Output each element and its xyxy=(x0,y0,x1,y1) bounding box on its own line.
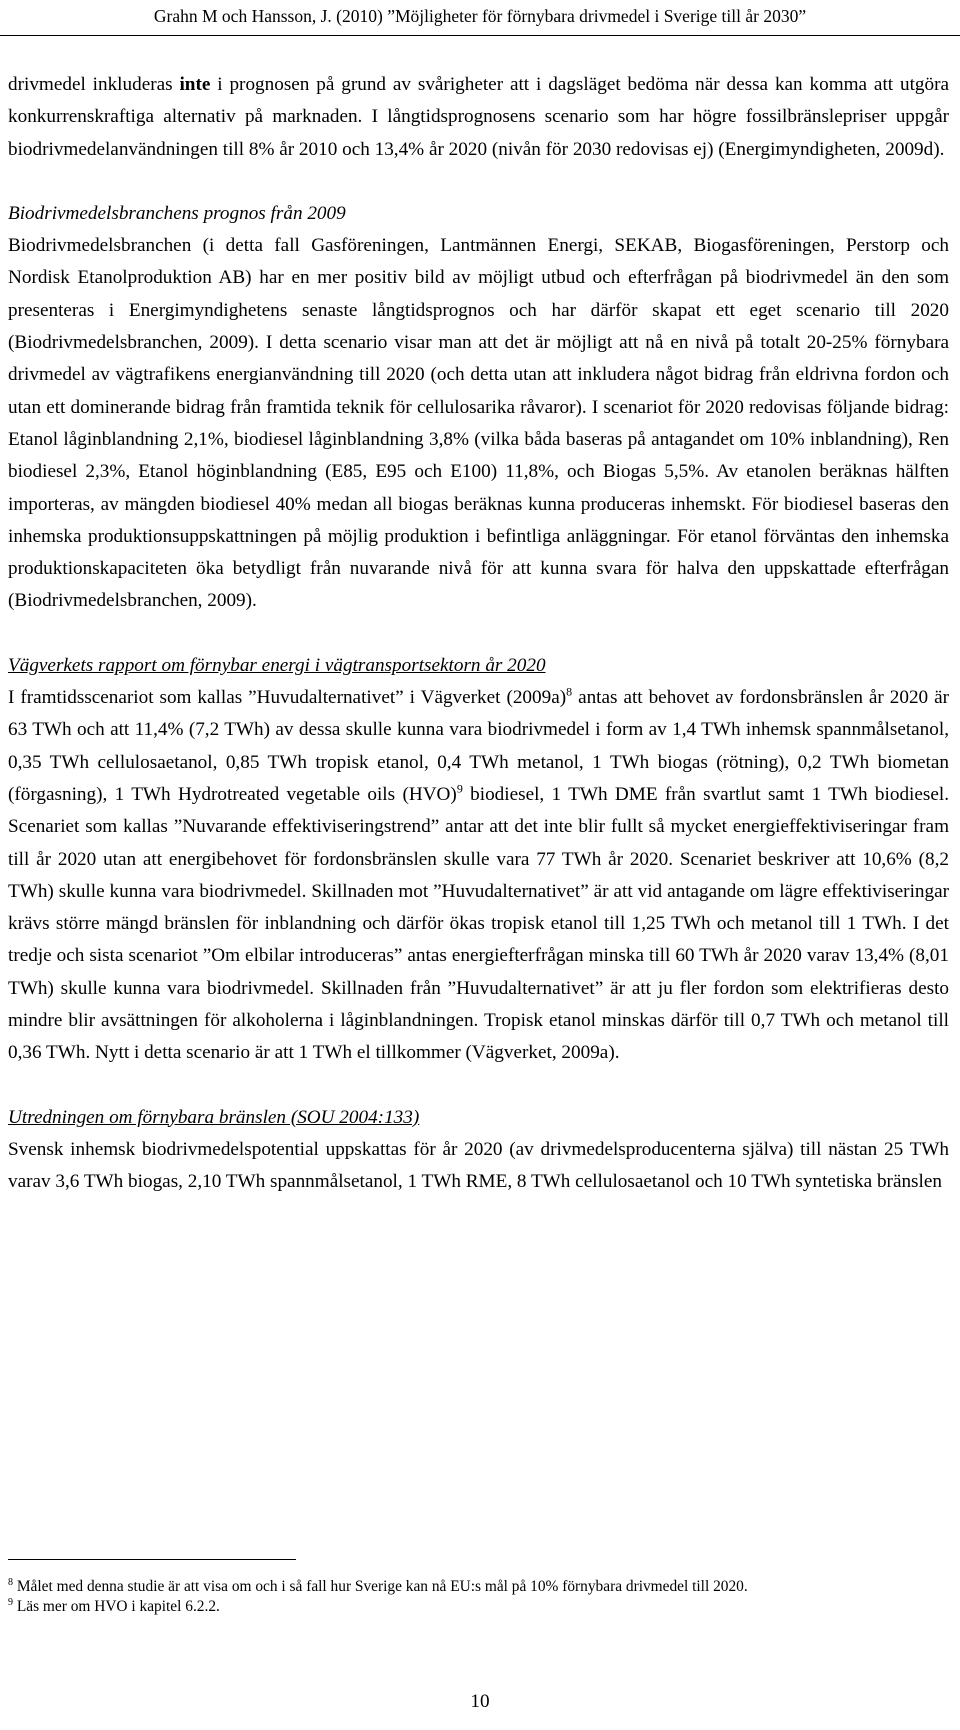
section-body-sou: Svensk inhemsk biodrivmedelspotential uppskattas för år 2020 (av drivmedelsproducenterna själva) till nästan 25 TWh varav 3,6 TWh biogas, 2,10 TWh spannmålsetanol, 1 TWh RME, 8 TWh cellulosaetanol och 10 TWh syntetiska bränslen xyxy=(8,1138,949,1193)
vagverket-text-part3: biodiesel, 1 TWh DME från svartlut samt 1 TWh biodiesel. Scenariet som kallas ”Nuvarande effektiviseringstrend” antar att det inte blir fullt så mycket energieffektiviseringar fram till år 2020 utan att energibehovet för fordonsbränslen skulle vara 77 TWh år 2020. Scenariet beskriver att 10,6% (8,2 TWh) skulle kunna vara biodrivmedel. Skillnaden mot ”Huvudalternativet” är att vid antagande om lägre effektiviseringar krävs större mängd bränslen för inblandning och därför ökas tropisk etanol till 1,25 TWh och metanol till 1 TWh. I det tredje och sista scenariot ”Om elbilar introduceras” antas energiefterfrågan minska till 60 TWh år 2020 varav 13,4% (8,01 TWh) skulle kunna vara biodrivmedel. Skillnaden från ”Huvudalternativet” är att ju fler fordon som elektrifieras desto mindre blir avsättningen för alkoholerna i låginblandningen. Tropisk etanol minskas därför till 0,7 TWh och metanol till 0,36 TWh. Nytt i detta scenario är att 1 TWh el tillkommer (Vägverket, 2009a). xyxy=(8,783,950,1064)
vagverket-text-part2: antas att behovet av fordonsbränslen år 2020 är 63 TWh och att 11,4% (7,2 TWh) av dessa skulle kunna vara biodrivmedel i form av 1,4 TWh inhemsk spannmålsetanol, 0,35 TWh cellulosaetanol, 0,85 TWh tropisk etanol, 0,4 TWh metanol, 1 TWh biogas (rötning), 0,2 TWh biometan (förgasning), 1 TWh Hydrotreated vegetable oils (HVO) xyxy=(8,687,950,805)
footnote-divider xyxy=(8,1559,296,1560)
footnotes xyxy=(8,1577,949,1616)
footnote-text: Läs mer om HVO i kapitel 6.2.2. xyxy=(13,1597,220,1615)
footnote-ref-9: 9 xyxy=(456,781,463,796)
footnote-item xyxy=(8,1597,949,1617)
section-gap xyxy=(8,166,949,198)
section-heading-sou: Utredningen om förnybara bränslen (SOU 2004:133) xyxy=(8,1106,420,1128)
body-text xyxy=(8,69,949,1199)
section-body-biodrivmedelsbranchen: Biodrivmedelsbranchen (i detta fall Gasföreningen, Lantmännen Energi, SEKAB, Biogasföreningen, Perstorp och Nordisk Etanolproduktion AB) har en mer positiv bild av möjligt utbud och efterfrågan på biodrivmedel än den som presenteras i Energimyndighetens senaste långtidsprognos och har därför skapat ett eget scenario till 2020 (Biodrivmedelsbranchen, 2009). I detta scenario visar man att det är möjligt att nå en nivå på totalt 20-25% förnybara drivmedel av vägtrafikens energianvändning till 2020 (och detta utan att inkludera något bidrag från eldrivna fordon och utan ett dominerande bidrag från framtida teknik för cellulosarika råvaror). I scenariot för 2020 redovisas följande bidrag: Etanol låginblandning 2,1%, biodiesel låginblandning 3,8% (vilka båda baseras på antagandet om 10% inblandning), Ren biodiesel 2,3%, Etanol höginblandning (E85, E95 och E100) 11,8%, och Biogas 5,5%. Av etanolen beräknas hälften importeras, av mängden biodiesel 40% medan all biogas beräknas kunna produceras inhemskt. För biodiesel baseras den inhemska produktionsuppskattningen på möjlig produktion i befintliga anläggningar. För etanol förväntas den inhemska produktionskapaciteten öka betydligt från nuvarande nivå för att kunna svara för halva den uppskattade efterfrågan (Biodrivmedelsbranchen, 2009). xyxy=(8,235,949,612)
section-heading-vagverket: Vägverkets rapport om förnybar energi i vägtransportsektorn år 2020 xyxy=(8,654,546,676)
header-divider xyxy=(0,35,960,36)
footnote-item xyxy=(8,1577,949,1597)
footnote-number: 8 xyxy=(8,1576,13,1588)
footnote-text: Målet med denna studie är att visa om och i så fall hur Sverige kan nå EU:s mål på 10% förnybara drivmedel till 2020. xyxy=(13,1578,748,1595)
vagverket-text-part1: I framtidsscenariot som kallas ”Huvudalternativet” i Vägverket (2009a) xyxy=(8,687,567,709)
running-header: Grahn M och Hansson, J. (2010) ”Möjligheter för förnybara drivmedel i Sverige till år 2030” xyxy=(153,6,807,26)
section-heading-biodrivmedelsbranchen: Biodrivmedelsbranchens prognos från 2009 xyxy=(8,202,346,224)
section-gap xyxy=(8,618,949,650)
footnote-number: 9 xyxy=(8,1596,13,1608)
intro-paragraph xyxy=(8,69,949,166)
page-number: 10 xyxy=(470,1691,490,1712)
intro-text-start: drivmedel inkluderas xyxy=(8,74,180,95)
section-gap xyxy=(8,1070,949,1102)
intro-bold-word: inte xyxy=(179,74,211,95)
footnote-ref-8: 8 xyxy=(566,684,573,699)
intro-text-end: i prognosen på grund av svårigheter att i dagsläget bedöma när dessa kan komma att utgöra konkurrenskraftiga alternativ på marknaden. I långtidsprognosens scenario som har högre fossilbränslepriser uppgår biodrivmedelanvändningen till 8% år 2010 och 13,4% år 2020 (nivån för 2030 redovisas ej) (Energimyndigheten, 2009d). xyxy=(8,74,950,160)
section-body-vagverket xyxy=(8,682,949,1070)
